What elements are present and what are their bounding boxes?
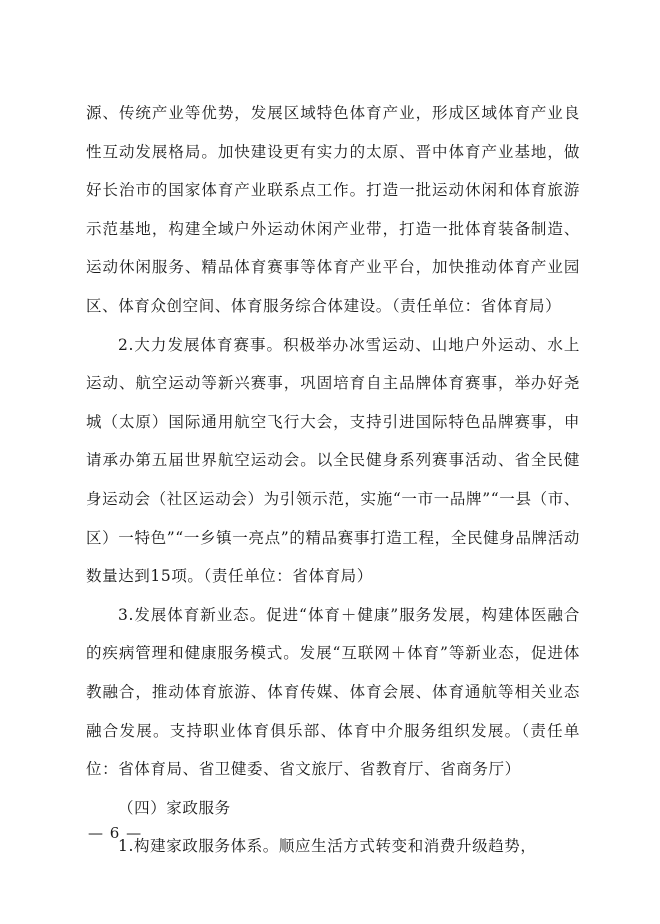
page-number: — 6 —	[88, 824, 143, 842]
paragraph-sports-events: 2.大力发展体育赛事。积极举办冰雪运动、山地户外运动、水上运动、航空运动等新兴赛事，巩固培育自主品牌体育赛事，举办好尧城（太原）国际通用航空飞行大会，支持引进国际特色品牌赛事，申请承办第五届世界航空运动会。以全民健身系列赛事活动、省全民健身运动会（社区运动会）为引领示范，实施“一市一品牌”“一县（市、区）一特色”“一乡镇一亮点”的精品赛事打造工程，全民健身品牌活动数量达到15项。（责任单位：省体育局）	[86, 335, 580, 586]
paragraph-domestic-service-system: 1.构建家政服务体系。顺应生活方式转变和消费升级趋势，	[118, 837, 537, 856]
document-body	[86, 94, 580, 866]
paragraph-sports-industry-base: 源、传统产业等优势，发展区域特色体育产业，形成区域体育产业良性互动发展格局。加快建设更有实力的太原、晋中体育产业基地，做好长治市的国家体育产业联系点工作。打造一批运动休闲和体育旅游示范基地，构建全域户外运动休闲产业带，打造一批体育装备制造、运动休闲服务、精品体育赛事等体育产业平台，加快推动体育产业园区、体育众创空间、体育服务综合体建设。（责任单位：省体育局）	[86, 104, 580, 315]
section-heading-domestic-services: （四）家政服务	[118, 798, 231, 817]
paragraph-new-sports-formats: 3.发展体育新业态。促进“体育＋健康”服务发展，构建体医融合的疾病管理和健康服务模式。发展“互联网＋体育”等新业态，促进体教融合，推动体育旅游、体育传媒、体育会展、体育通航等相关业态融合发展。支持职业体育俱乐部、体育中介服务组织发展。（责任单位：省体育局、省卫健委、省文旅厅、省教育厅、省商务厅）	[86, 605, 580, 779]
